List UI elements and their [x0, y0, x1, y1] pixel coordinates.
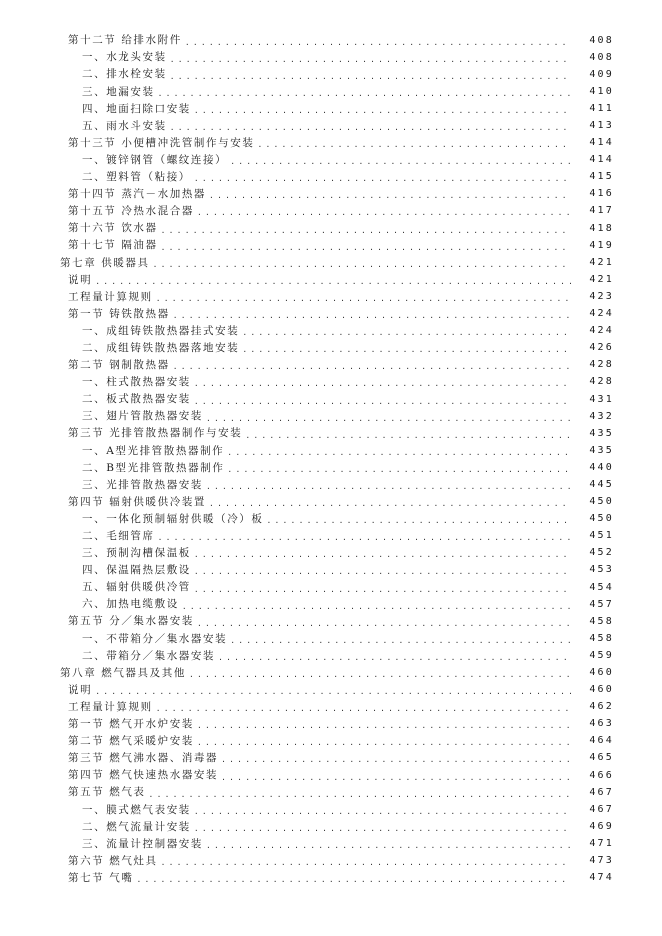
toc-entry-title: 五、雨水斗安装 — [82, 119, 167, 132]
toc-entry-page-number: 466 — [589, 769, 614, 781]
toc-entry-page-number: 424 — [589, 308, 614, 320]
toc-entry-title: 四、地面扫除口安装 — [82, 102, 191, 115]
dot-leader — [156, 295, 571, 303]
toc-entry[interactable] — [0, 271, 662, 288]
toc-entry-page-number: 421 — [589, 273, 614, 285]
toc-entry[interactable] — [0, 716, 662, 733]
toc-entry-title: 五、辐射供暖供冷管 — [82, 581, 191, 594]
dot-leader — [194, 568, 571, 576]
dot-leader — [221, 774, 571, 782]
dot-leader — [227, 449, 571, 457]
toc-entry[interactable] — [0, 32, 662, 49]
toc-entry[interactable] — [0, 169, 662, 186]
toc-entry[interactable] — [0, 340, 662, 357]
toc-entry-page-number: 459 — [589, 649, 614, 661]
dot-leader — [158, 90, 571, 98]
toc-entry[interactable] — [0, 853, 662, 870]
toc-entry-title: 四、保温隔热层敷设 — [82, 564, 191, 577]
toc-entry-title: 工程量计算规则 — [68, 700, 153, 713]
dot-leader — [161, 227, 571, 235]
toc-entry-page-number: 409 — [589, 68, 614, 80]
dot-leader — [173, 363, 571, 371]
toc-entry[interactable] — [0, 545, 662, 562]
dot-leader — [257, 141, 571, 149]
toc-entry-title: 第一节 铸铁散热器 — [68, 307, 170, 320]
toc-entry-title: 二、B型光排管散热器制作 — [82, 461, 225, 474]
dot-leader — [170, 56, 571, 64]
toc-entry-title: 一、柱式散热器安装 — [82, 376, 191, 389]
toc-entry-title: 第四节 燃气快速热水器安装 — [68, 769, 219, 782]
toc-entry-title: 二、排水栓安装 — [82, 68, 167, 81]
toc-entry[interactable] — [0, 408, 662, 425]
toc-entry[interactable] — [0, 511, 662, 528]
toc-entry-page-number: 464 — [589, 735, 614, 747]
toc-entry[interactable] — [0, 49, 662, 66]
dot-leader — [194, 398, 571, 406]
toc-entry-page-number: 416 — [589, 188, 614, 200]
toc-entry[interactable] — [0, 801, 662, 818]
table-of-contents — [0, 32, 662, 887]
toc-entry-title: 第七章 供暖器具 — [60, 256, 150, 269]
toc-entry-page-number: 414 — [589, 154, 614, 166]
toc-entry-page-number: 423 — [589, 290, 614, 302]
toc-entry[interactable] — [0, 220, 662, 237]
toc-entry[interactable] — [0, 630, 662, 647]
toc-entry-title: 一、A型光排管散热器制作 — [82, 444, 225, 457]
toc-entry[interactable] — [0, 357, 662, 374]
toc-entry-title: 三、地漏安装 — [82, 85, 155, 98]
dot-leader — [161, 244, 571, 252]
toc-entry[interactable] — [0, 288, 662, 305]
toc-entry-page-number: 421 — [589, 256, 614, 268]
dot-leader — [170, 73, 571, 81]
dot-leader — [194, 380, 571, 388]
dot-leader — [194, 825, 571, 833]
toc-entry-page-number: 450 — [589, 513, 614, 525]
toc-entry-page-number: 471 — [589, 837, 614, 849]
dot-leader — [170, 124, 571, 132]
dot-leader — [189, 671, 571, 679]
dot-leader — [230, 637, 571, 645]
toc-entry-page-number: 413 — [589, 120, 614, 132]
toc-entry-title: 三、预制沟槽保温板 — [82, 547, 191, 560]
dot-leader — [197, 739, 571, 747]
dot-leader — [267, 517, 572, 525]
toc-entry-title: 第七节 气嘴 — [68, 871, 134, 884]
toc-entry-title: 第二节 钢制散热器 — [68, 359, 170, 372]
toc-entry-title: 二、板式散热器安装 — [82, 393, 191, 406]
toc-entry-title: 说明 — [68, 273, 93, 286]
dot-leader — [156, 705, 571, 713]
toc-entry-title: 三、光排管散热器安装 — [82, 478, 203, 491]
toc-entry-page-number: 462 — [589, 701, 614, 713]
dot-leader — [95, 278, 571, 286]
toc-entry-page-number: 410 — [589, 85, 614, 97]
toc-entry[interactable] — [0, 613, 662, 630]
dot-leader — [194, 586, 571, 594]
toc-entry-page-number: 474 — [589, 872, 614, 884]
toc-entry-title: 第八章 燃气器具及其他 — [60, 666, 186, 679]
dot-leader — [197, 209, 571, 217]
toc-entry-title: 一、膜式燃气表安装 — [82, 803, 191, 816]
toc-entry-page-number: 426 — [589, 342, 614, 354]
dot-leader — [194, 107, 571, 115]
toc-entry[interactable] — [0, 323, 662, 340]
toc-entry[interactable] — [0, 699, 662, 716]
dot-leader — [230, 158, 571, 166]
toc-entry-title: 二、毛细管席 — [82, 530, 155, 543]
dot-leader — [242, 329, 571, 337]
toc-entry-title: 第三节 光排管散热器制作与安装 — [68, 427, 243, 440]
toc-entry-title: 第十五节 冷热水混合器 — [68, 205, 194, 218]
dot-leader — [206, 415, 571, 423]
toc-entry-page-number: 428 — [589, 359, 614, 371]
toc-entry-page-number: 424 — [589, 325, 614, 337]
dot-leader — [194, 551, 571, 559]
toc-entry[interactable] — [0, 647, 662, 664]
toc-entry-page-number: 418 — [589, 222, 614, 234]
toc-entry-title: 第十三节 小便槽冲洗管制作与安装 — [68, 136, 255, 149]
toc-entry-page-number: 408 — [589, 51, 614, 63]
toc-entry[interactable] — [0, 528, 662, 545]
dot-leader — [194, 808, 571, 816]
toc-entry[interactable] — [0, 476, 662, 493]
toc-entry-title: 六、加热电缆敷设 — [82, 598, 179, 611]
toc-entry-page-number: 432 — [589, 410, 614, 422]
toc-entry[interactable] — [0, 818, 662, 835]
toc-entry[interactable] — [0, 203, 662, 220]
toc-entry[interactable] — [0, 562, 662, 579]
toc-entry-page-number: 440 — [589, 461, 614, 473]
toc-entry-page-number: 458 — [589, 615, 614, 627]
toc-entry-page-number: 467 — [589, 803, 614, 815]
toc-entry[interactable] — [0, 733, 662, 750]
toc-entry-page-number: 435 — [589, 427, 614, 439]
dot-leader — [209, 192, 571, 200]
toc-entry-title: 第一节 燃气开水炉安装 — [68, 718, 194, 731]
dot-leader — [218, 654, 571, 662]
dot-leader — [136, 876, 571, 884]
dot-leader — [95, 688, 571, 696]
toc-entry-page-number: 463 — [589, 718, 614, 730]
toc-entry-title: 第十四节 蒸汽－水加热器 — [68, 188, 207, 201]
toc-entry[interactable] — [0, 117, 662, 134]
toc-entry[interactable] — [0, 306, 662, 323]
toc-entry[interactable] — [0, 66, 662, 83]
dot-leader — [245, 432, 571, 440]
dot-leader — [149, 791, 571, 799]
toc-entry[interactable] — [0, 391, 662, 408]
toc-entry[interactable] — [0, 186, 662, 203]
toc-entry[interactable] — [0, 442, 662, 459]
toc-entry[interactable] — [0, 664, 662, 681]
toc-entry-title: 一、不带箱分／集水器安装 — [82, 632, 228, 645]
toc-entry[interactable] — [0, 459, 662, 476]
toc-entry[interactable] — [0, 254, 662, 271]
toc-entry-title: 第二节 燃气采暖炉安装 — [68, 735, 194, 748]
toc-entry-title: 二、塑料管（粘接） — [82, 171, 191, 184]
toc-entry[interactable] — [0, 596, 662, 613]
toc-entry[interactable] — [0, 237, 662, 254]
toc-entry[interactable] — [0, 152, 662, 169]
toc-entry-page-number: 460 — [589, 684, 614, 696]
toc-entry-title: 第十二节 给排水附件 — [68, 34, 182, 47]
toc-entry-title: 说明 — [68, 683, 93, 696]
toc-entry[interactable] — [0, 83, 662, 100]
toc-entry-title: 第四节 辐射供暖供冷装置 — [68, 495, 207, 508]
toc-entry-title: 二、带箱分／集水器安装 — [82, 649, 216, 662]
toc-entry-title: 第三节 燃气沸水器、消毒器 — [68, 752, 219, 765]
toc-entry-page-number: 417 — [589, 205, 614, 217]
dot-leader — [194, 175, 571, 183]
toc-entry-title: 第六节 燃气灶具 — [68, 854, 158, 867]
toc-entry-title: 一、成组铸铁散热器挂式安装 — [82, 324, 240, 337]
toc-entry[interactable] — [0, 374, 662, 391]
toc-entry-page-number: 457 — [589, 598, 614, 610]
toc-entry-page-number: 451 — [589, 530, 614, 542]
toc-entry-title: 一、镀锌钢管（螺纹连接） — [82, 153, 228, 166]
toc-entry-title: 一、水龙头安装 — [82, 51, 167, 64]
dot-leader — [182, 603, 571, 611]
toc-entry-page-number: 467 — [589, 786, 614, 798]
dot-leader — [161, 859, 571, 867]
toc-entry-page-number: 445 — [589, 478, 614, 490]
dot-leader — [158, 534, 571, 542]
toc-entry[interactable] — [0, 682, 662, 699]
dot-leader — [209, 500, 571, 508]
dot-leader — [153, 261, 571, 269]
toc-entry-title: 第十七节 隔油器 — [68, 239, 158, 252]
toc-entry-page-number: 453 — [589, 564, 614, 576]
toc-entry-page-number: 414 — [589, 137, 614, 149]
toc-entry-page-number: 431 — [589, 393, 614, 405]
toc-entry-page-number: 450 — [589, 496, 614, 508]
dot-leader — [206, 483, 571, 491]
dot-leader — [221, 756, 571, 764]
dot-leader — [173, 312, 571, 320]
toc-entry-page-number: 435 — [589, 444, 614, 456]
toc-entry-title: 第五节 燃气表 — [68, 786, 146, 799]
toc-entry-page-number: 415 — [589, 171, 614, 183]
toc-entry[interactable] — [0, 835, 662, 852]
toc-entry-title: 三、翅片管散热器安装 — [82, 410, 203, 423]
toc-entry-page-number: 419 — [589, 239, 614, 251]
dot-leader — [197, 722, 571, 730]
toc-entry-page-number: 460 — [589, 667, 614, 679]
toc-entry[interactable] — [0, 870, 662, 887]
dot-leader — [227, 466, 571, 474]
toc-entry-page-number: 454 — [589, 581, 614, 593]
toc-entry-page-number: 465 — [589, 752, 614, 764]
toc-entry-page-number: 469 — [589, 820, 614, 832]
toc-entry[interactable] — [0, 494, 662, 511]
toc-entry-title: 二、成组铸铁散热器落地安装 — [82, 341, 240, 354]
toc-entry-title: 第五节 分／集水器安装 — [68, 615, 194, 628]
toc-entry[interactable] — [0, 784, 662, 801]
toc-entry[interactable] — [0, 579, 662, 596]
toc-entry-title: 三、流量计控制器安装 — [82, 837, 203, 850]
dot-leader — [197, 620, 571, 628]
dot-leader — [242, 346, 571, 354]
toc-entry[interactable] — [0, 750, 662, 767]
toc-entry-page-number: 428 — [589, 376, 614, 388]
toc-entry-page-number: 411 — [589, 102, 614, 114]
toc-entry-page-number: 473 — [589, 855, 614, 867]
toc-entry-page-number: 408 — [589, 34, 614, 46]
dot-leader — [206, 842, 571, 850]
dot-leader — [185, 39, 571, 47]
toc-entry[interactable] — [0, 100, 662, 117]
toc-entry-page-number: 458 — [589, 632, 614, 644]
toc-entry[interactable] — [0, 425, 662, 442]
toc-entry[interactable] — [0, 135, 662, 152]
toc-entry-title: 二、燃气流量计安装 — [82, 820, 191, 833]
toc-entry[interactable] — [0, 767, 662, 784]
toc-entry-title: 第十六节 饮水器 — [68, 222, 158, 235]
toc-entry-title: 一、一体化预制辐射供暖（冷）板 — [82, 512, 264, 525]
toc-entry-title: 工程量计算规则 — [68, 290, 153, 303]
toc-entry-page-number: 452 — [589, 547, 614, 559]
